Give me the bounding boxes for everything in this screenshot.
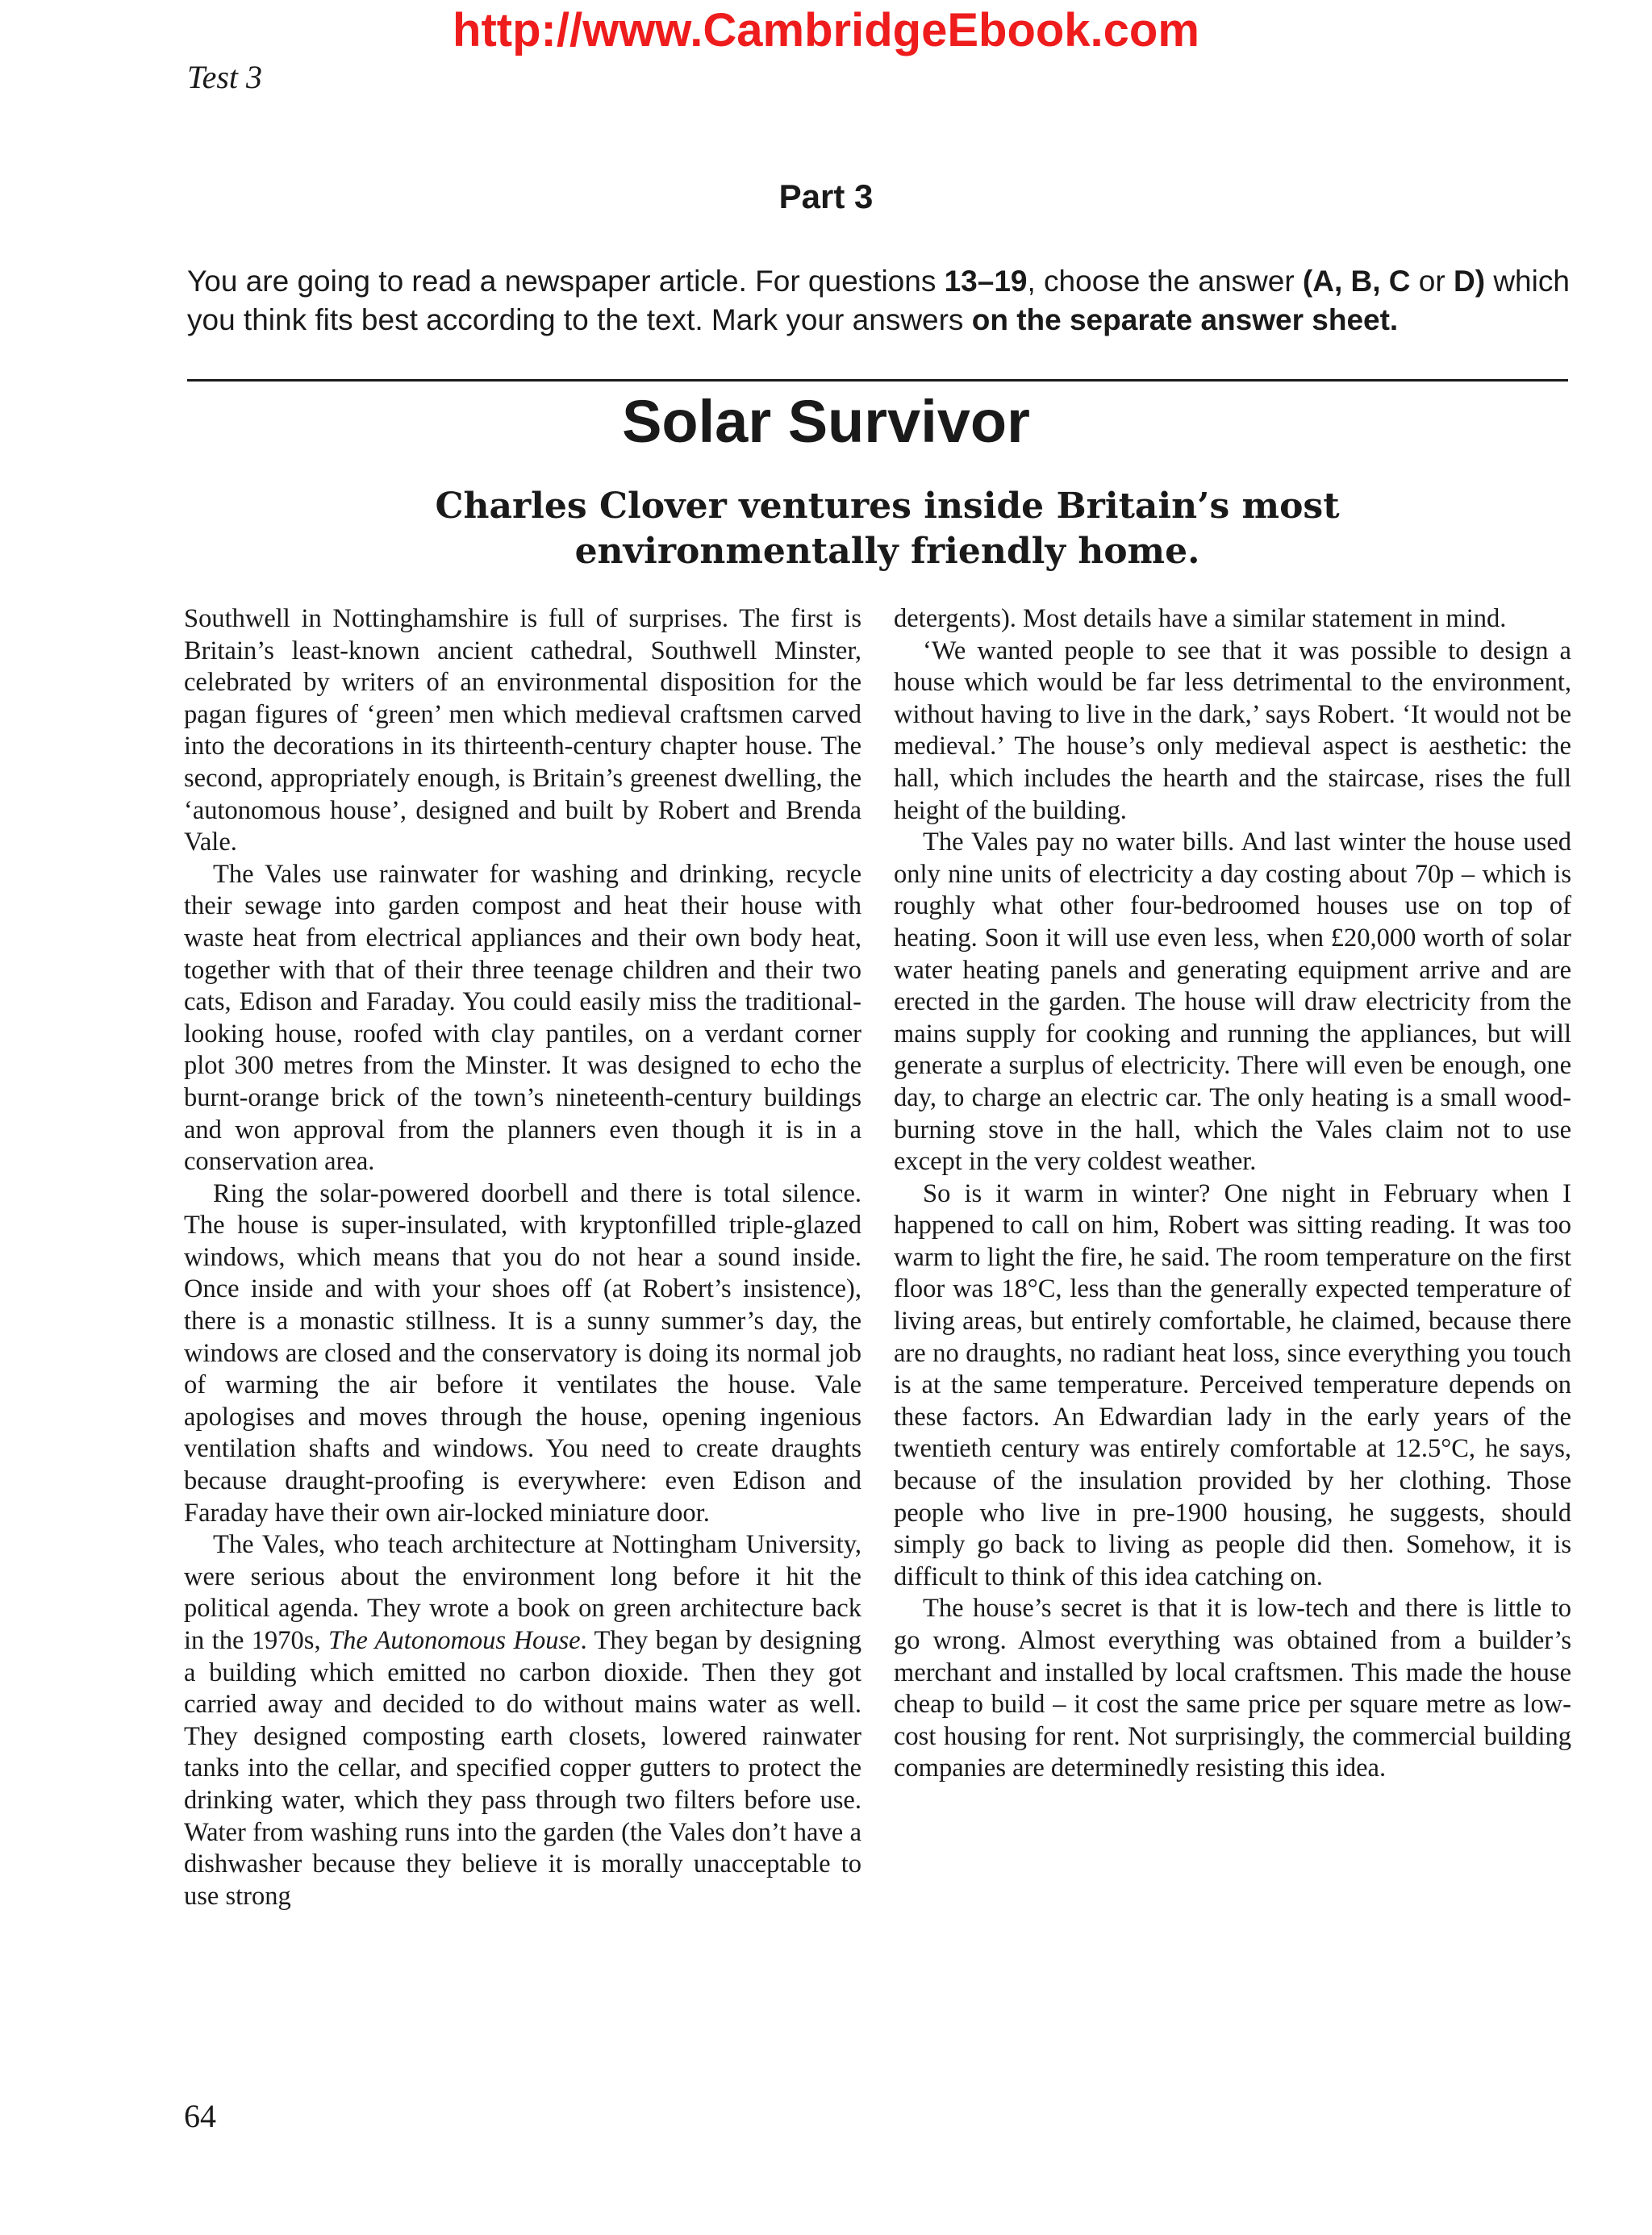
page-number: 64 [184,2098,216,2134]
article-paragraph: Southwell in Nottinghamshire is full of surprises. The first is Britain’s least-known ancient cathedral, Southwell Minster, celebrated by writers of an environmental disposition for the pagan figures of ‘green’ men which medieval craftsmen carved into the decorations in its thirteenth-century chapter house. The second, appropriately enough, is Britain’s greenest dwelling, the ‘autonomous house’, designed and built by Robert and Brenda Vale. [184,604,861,857]
article-column-right [894,603,1571,1785]
answer-sheet-note: on the separate answer sheet. [971,303,1399,336]
article-column-left [184,603,861,1912]
instructions [187,262,1570,340]
instructions-text: which you think fits best according to the text. Mark your answers [187,265,1570,336]
paragraph-text: The Vales, who teach architecture at Nottingham University, were serious about the environment long before it hit the political agenda. They wrote a book on green architecture back in the 1970s, [184,1530,861,1655]
instructions-text: or [1410,265,1454,298]
standfirst-line: Charles Clover ventures inside Britain’s most [435,486,1340,527]
article-paragraph: The Vales pay no water bills. And last winter the house used only nine units of electricity a day costing about 70p – which is roughly what other four-bedroomed houses use on top of heating. Soon it will use even less, when £20,000 worth of solar water heating panels and generating equipment arrive and are erected in the garden. The house will draw electricity from the mains supply for cooking and running the appliances, but will generate a surplus of electricity. There will even be enough, one day, to charge an electric car. The only heating is a small wood-burning stove in the hall, which the Vales claim not to use except in the very coldest weather. [894,828,1571,1177]
article-paragraph: Ring the solar-powered doorbell and there is total silence. The house is super-insulated, with kryptonfilled triple-glazed windows, which means that you do not hear a sound inside. Once inside and with your shoes off (at Robert’s insistence), there is a monastic stillness. It is a sunny summer’s day, the windows are closed and the conservatory is doing its normal job of warming the air before it ventilates the house. Vale apologises and moves through the house, opening ingenious ventilation shafts and windows. You need to create draughts because draught-proofing is everywhere: even Edison and Faraday have their own air-locked miniature door. [184,1178,861,1528]
article-paragraph [184,1529,861,1912]
watermark-url: http://www.CambridgeEbook.com [453,4,1199,56]
book-title: The Autonomous House [328,1626,581,1655]
answer-options: (A, B, C [1302,265,1411,298]
article-headline: Solar Survivor [622,388,1030,455]
running-head: Test 3 [187,59,263,95]
instructions-text: You are going to read a newspaper article. For questions [187,265,945,298]
article-standfirst [371,484,1404,574]
article-paragraph: So is it warm in winter? One night in February when I happened to call on him, Robert was sitting reading. It was too warm to light the fire, he said. The room temperature on the first floor was 18°C, less than the generally expected temperature of living areas, but entirely comfortable, he claimed, because there are no draughts, no radiant heat loss, since everything you touch is at the same temperature. Perceived temperature depends on these factors. An Edwardian lady in the early years of the twentieth century was entirely comfortable at 12.5°C, he says, because of the insulation provided by her clothing. Those people who live in pre-1900 housing, he suggests, should simply go back to living as people did then. Somehow, it is difficult to think of this idea catching on. [894,1178,1571,1591]
answer-options: D) [1454,265,1486,298]
standfirst-line: environmentally friendly home. [574,531,1200,572]
paragraph-text: . They began by designing a building which emitted no carbon dioxide. Then they got carried away and decided to do without mains water as well. They designed composting earth closets, lowered rainwater tanks into the cellar, and specified copper gutters to protect the drinking water, which they pass through two filters before use. Water from washing runs into the garden (the Vales don’t have a dishwasher because they believe it is morally unacceptable to use strong [184,1626,861,1911]
instructions-text: , choose the answer [1027,265,1303,298]
article-paragraph: detergents). Most details have a similar statement in mind. [894,604,1507,633]
question-range: 13–19 [944,265,1028,298]
article-paragraph: The house’s secret is that it is low-tech and there is little to go wrong. Almost everything was obtained from a builder’s merchant and installed by local craftsmen. This made the house cheap to build – it cost the same price per square metre as low-cost housing for rent. Not surprisingly, the commercial building companies are determinedly resisting this idea. [894,1594,1571,1783]
divider-rule [187,379,1568,382]
article-paragraph: The Vales use rainwater for washing and drinking, recycle their sewage into garden compost and heat their house with waste heat from electrical appliances and their own body heat, together with that of their three teenage children and their two cats, Edison and Faraday. You could easily miss the traditional-looking house, roofed with clay pantiles, on a verdant corner plot 300 metres from the Minster. It was designed to echo the burnt-orange brick of the town’s nineteenth-century buildings and won approval from the planners even though it is in a conservation area. [184,859,861,1177]
part-title: Part 3 [778,177,874,215]
article-paragraph: ‘We wanted people to see that it was possible to design a house which would be far less detrimental to the environment, without having to live in the dark,’ says Robert. ‘It would not be medieval.’ The house’s only medieval aspect is aesthetic: the hall, which includes the hearth and the staircase, rises the full height of the building. [894,636,1571,825]
